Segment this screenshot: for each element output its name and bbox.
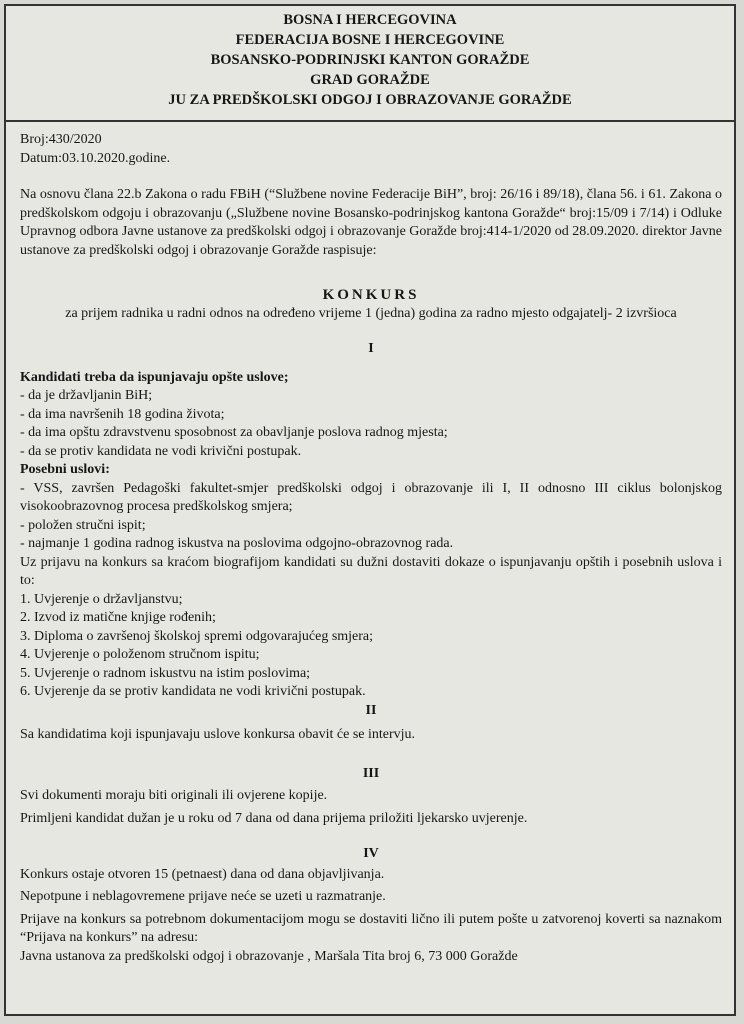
required-document-item: 3. Diploma o završenoj školskoj spremi odgovarajućeg smjera; [20, 628, 374, 644]
general-condition-item: - da ima opštu zdravstvenu sposobnost za obavljanje poslova radnog mjesta; [20, 425, 448, 440]
header-line-5: JU ZA PREDŠKOLSKI ODGOJ I OBRAZOVANJE GORAŽDE [168, 92, 572, 108]
notice-sheet [4, 4, 736, 1016]
special-condition-item: - najmanje 1 godina radnog iskustva na poslovima odgojno-obrazovnog rada. [20, 536, 454, 551]
required-document-item: 5. Uvjerenje o radnom iskustvu na istim poslovima; [20, 665, 311, 681]
incomplete-applications-note: Nepotpune i neblagovremene prijave neće se uzeti u razmatranje. [20, 889, 386, 904]
special-conditions-heading: Posebni uslovi: [20, 462, 110, 477]
general-conditions-heading: Kandidati treba da ispunjavaju opšte uslove; [20, 369, 289, 385]
general-condition-item: - da se protiv kandidata ne vodi krivični postupak. [20, 443, 302, 459]
notice-title: KONKURS [322, 287, 420, 303]
header-line-1: BOSNA I HERCEGOVINA [283, 12, 457, 28]
medical-certificate-note: Primljeni kandidat dužan je u roku od 7 dana od dana prijema priložiti ljekarsko uvjerenje. [20, 810, 528, 826]
section-heading-1: I [368, 341, 374, 356]
document-date: Datum:03.10.2020.godine. [20, 150, 171, 166]
header-line-3: BOSANSKO-PODRINJSKI KANTON GORAŽDE [210, 52, 530, 68]
section-heading-2: II [365, 702, 377, 718]
section-heading-4: IV [363, 846, 379, 861]
legal-basis-paragraph: Na osnovu člana 22.b Zakona o radu FBiH (“Službene novine Federacije BiH”, broj: 26/16 i 89/18), člana 56. i 61. Zakona o predškolskom odgoju i obrazovanju („Službene novine Bosansko-podrinjskog kantona Goražde“ broj:15/09 i 7/14) i Odluke Upravnog odbora Javne ustanove za predškolski odgoj i obrazovanje Goražde broj:414-1/2020 od 28.09.2020. direktor Javne ustanove za predškolski odgoj i obrazovanje Goražde raspisuje: [20, 187, 722, 258]
special-condition-item: - položen stručni ispit; [20, 517, 146, 533]
required-document-item: 6. Uvjerenje da se protiv kandidata ne vodi krivični postupak. [20, 684, 366, 699]
notice-subtitle: za prijem radnika u radni odnos na određeno vrijeme 1 (jedna) godina za radno mjesto odgajatelj- 2 izvršioca [65, 305, 677, 321]
required-documents-intro: Uz prijavu na konkurs sa kraćom biografijom kandidati su dužni dostaviti dokaze o ispunjavanju opštih i posebnih uslova i to: [20, 554, 722, 588]
required-document-item: 1. Uvjerenje o državljanstvu; [20, 591, 183, 607]
special-condition-item: - VSS, završen Pedagoški fakultet-smjer predškolski odgoj i obrazovanje ili I, II odnosno III ciklus bolonjskog visokoobrazovnog procesa predškolskog smjera; [20, 480, 722, 514]
header-line-4: GRAD GORAŽDE [310, 72, 430, 88]
originals-note: Svi dokumenti moraju biti originali ili ovjerene kopije. [20, 788, 328, 803]
submission-instructions: Prijave na konkurs sa potrebnom dokumentacijom mogu se dostaviti lično ili putem pošte u zatvorenoj koverti sa naznakom “Prijava na konkurs” na adresu: [20, 911, 722, 945]
letterhead [6, 6, 734, 122]
general-condition-item: - da ima navršenih 18 godina života; [20, 406, 225, 422]
required-document-item: 2. Izvod iz matične knjige rođenih; [20, 610, 216, 625]
notice-body [6, 122, 734, 966]
required-document-item: 4. Uvjerenje o položenom stručnom ispitu; [20, 647, 260, 662]
document-number: Broj:430/2020 [20, 132, 102, 147]
header-line-2: FEDERACIJA BOSNE I HERCEGOVINE [235, 32, 505, 48]
interview-note: Sa kandidatima koji ispunjavaju uslove konkursa obavit će se intervju. [20, 727, 416, 742]
submission-address: Javna ustanova za predškolski odgoj i obrazovanje , Maršala Tita broj 6, 73 000 Goražde [20, 948, 518, 964]
section-heading-3: III [362, 765, 380, 781]
general-condition-item: - da je državljanin BiH; [20, 388, 153, 403]
open-period-note: Konkurs ostaje otvoren 15 (petnaest) dana od dana objavljivanja. [20, 866, 385, 882]
